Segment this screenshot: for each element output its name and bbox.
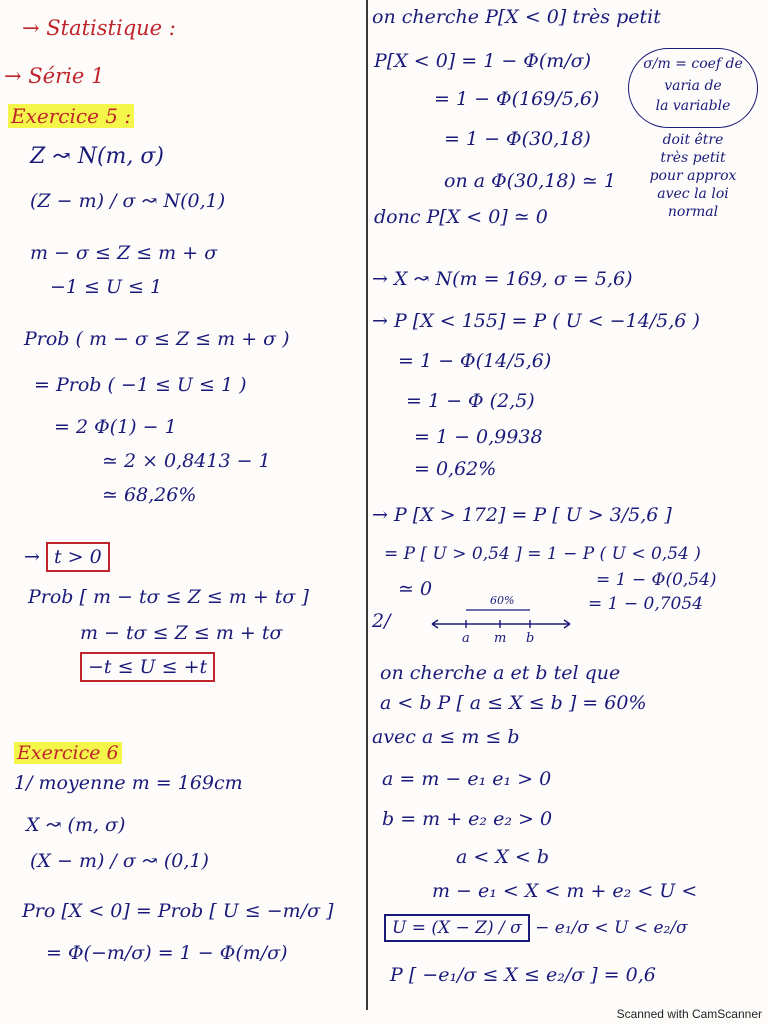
line-x-normal-params: → X ↝ N(m = 169, σ = 5,6)	[372, 268, 633, 290]
line-x-distribution: X ↝ (m, σ)	[26, 814, 126, 836]
part-2-label: 2/	[372, 610, 391, 632]
line-standardize: (Z − m) / σ ↝ N(0,1)	[30, 190, 226, 212]
heading-statistique: → Statistique :	[22, 16, 176, 40]
note-line: σ/m = coef de	[643, 56, 743, 72]
line-u-t-box-row	[80, 658, 215, 677]
note-line: doit être	[662, 132, 724, 148]
line-approx-zero: ≃ 0	[398, 578, 433, 600]
line-x-standardize: (X − m) / σ ↝ (0,1)	[30, 850, 209, 872]
line-phi-value: ≃ 2 × 0,8413 − 1	[102, 450, 271, 472]
note-line: très petit	[660, 150, 726, 166]
heading-serie-1: → Série 1	[4, 64, 105, 88]
line-phi-169: = 1 − Φ(169/5,6)	[434, 88, 600, 110]
line-prob-x-negative: Pro [X < 0] = Prob [ U ≤ −m/σ ]	[22, 900, 334, 922]
line-prob-t: Prob [ m − tσ ≤ Z ≤ m + tσ ]	[28, 586, 309, 608]
label-a: a	[462, 631, 470, 646]
line-t-interval: m − tσ ≤ Z ≤ m + tσ	[80, 622, 283, 644]
line-t-condition	[24, 548, 110, 567]
number-line-diagram	[430, 592, 574, 646]
line-phi-0-54: = 1 − Φ(0,54)	[596, 570, 717, 590]
heading-exercice-5	[8, 106, 134, 126]
exercice-6-highlight: Exercice 6	[14, 742, 122, 764]
line-b-definition: b = m + e₂ e₂ > 0	[382, 808, 553, 830]
line-phi-2-5: = 1 − Φ (2,5)	[406, 390, 535, 412]
line-z-distribution: Z ↝ N(m, σ)	[30, 144, 164, 169]
line-moyenne: 1/ moyenne m = 169cm	[14, 772, 243, 794]
note-line: la variable	[655, 98, 731, 114]
u-bounds: − e₁/σ < U < e₂/σ	[535, 918, 688, 938]
line-phi-formula: = 2 Φ(1) − 1	[54, 416, 177, 438]
line-a-definition: a = m − e₁ e₁ > 0	[382, 768, 552, 790]
line-prob-u: = Prob ( −1 ≤ U ≤ 1 )	[34, 374, 247, 396]
line-u-interval: −1 ≤ U ≤ 1	[50, 276, 163, 298]
line-on-a: on a Φ(30,18) ≃ 1	[444, 170, 616, 192]
note-line: varia de	[664, 78, 722, 94]
line-a-less-b: a < b P [ a ≤ X ≤ b ] = 60%	[380, 692, 647, 714]
line-prob-z: Prob ( m − σ ≤ Z ≤ m + σ )	[24, 328, 290, 350]
line-donc: donc P[X < 0] ≃ 0	[374, 206, 548, 228]
side-note	[628, 44, 758, 220]
scanner-watermark: Scanned with CamScanner	[616, 1007, 762, 1021]
u-definition-box: U = (X − Z) / σ	[384, 914, 530, 942]
heading-exercice-6	[14, 744, 122, 763]
line-p-u-0-54: = P [ U > 0,54 ] = 1 − P ( U < 0,54 )	[384, 544, 701, 564]
line-0-7054: = 1 − 0,7054	[588, 594, 703, 614]
t-positive-box: t > 0	[46, 542, 110, 572]
line-e-interval: m − e₁ < X < m + e₂ < U <	[432, 880, 698, 902]
line-phi-14: = 1 − Φ(14/5,6)	[398, 350, 552, 372]
line-u-transform	[384, 920, 688, 937]
line-result-percent: ≃ 68,26%	[102, 484, 197, 506]
line-p-x-172: → P [X > 172] = P [ U > 3/5,6 ]	[372, 504, 672, 526]
u-t-box: −t ≤ U ≤ +t	[80, 652, 215, 682]
exercice-5-highlight: Exercice 5 :	[8, 104, 134, 128]
line-phi-30-18: = 1 − Φ(30,18)	[444, 128, 591, 150]
label-m: m	[494, 631, 507, 646]
column-divider	[366, 0, 368, 1010]
line-a-x-b: a < X < b	[456, 846, 550, 868]
note-line: pour approx	[649, 168, 737, 184]
numberline-percent: 60%	[490, 594, 515, 607]
label-b: b	[526, 631, 535, 646]
line-p-x-155: → P [X < 155] = P ( U < −14/5,6 )	[372, 310, 700, 332]
line-on-cherche: on cherche P[X < 0] très petit	[372, 6, 661, 28]
note-line: normal	[667, 204, 719, 220]
line-on-cherche-a-b: on cherche a et b tel que	[380, 662, 621, 684]
line-avec: avec a ≤ m ≤ b	[372, 726, 520, 748]
line-phi-m-sigma: = Φ(−m/σ) = 1 − Φ(m/σ)	[46, 942, 288, 964]
arrow-icon: →	[24, 546, 40, 568]
line-0-9938: = 1 − 0,9938	[414, 426, 543, 448]
line-final-prob: P [ −e₁/σ ≤ X ≤ e₂/σ ] = 0,6	[390, 964, 656, 986]
line-interval: m − σ ≤ Z ≤ m + σ	[30, 242, 218, 264]
line-p-x-negative: P[X < 0] = 1 − Φ(m/σ)	[374, 50, 592, 72]
line-0-62-percent: = 0,62%	[414, 458, 497, 480]
note-line: avec la loi	[657, 186, 729, 202]
